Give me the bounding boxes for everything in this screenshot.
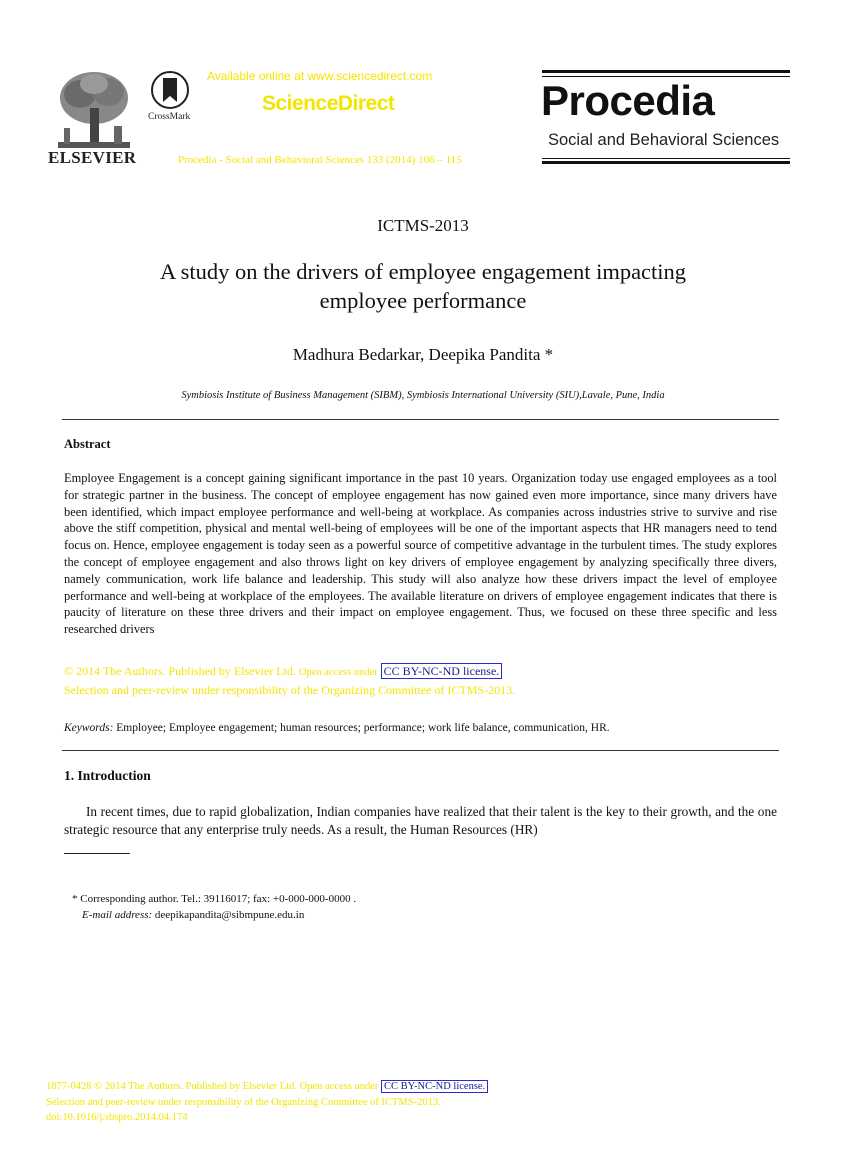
footer-open-access: Open access under [299,1081,379,1092]
keywords-label: Keywords: [64,722,114,734]
divider-bottom [62,750,779,751]
procedia-bottom-rule-thin [542,158,790,159]
footnote-corresponding-author: * Corresponding author. Tel.: 39116017; fax: +0-000-000-0000 . [72,893,357,905]
abstract-copyright [64,663,515,698]
article-authors: Madhura Bedarkar, Deepika Pandita * [292,345,554,364]
procedia-bottom-rule [542,161,790,164]
author-affiliation: Symbiosis Institute of Business Management (SIBM), Symbiosis International University (SIU),Lavale, Pune, India [181,390,665,401]
abstract-heading: Abstract [64,437,111,451]
email-label: E-mail address: [82,909,153,921]
peer-review-text: Selection and peer-review under responsibility of the Organizing Committee of ICTMS-2013. [64,682,516,697]
procedia-logo: Procedia [541,77,715,124]
footer-copyright: 1877-0428 © 2014 The Authors. Published by Elsevier Ltd. [46,1081,298,1092]
crossmark-label: CrossMark [148,112,191,122]
page-footer [46,1079,488,1126]
copyright-text: © 2014 The Authors. Published by Elsevier Ltd. [64,664,296,678]
footnote-email [82,909,304,921]
email-address[interactable]: deepikapandita@sibmpune.edu.in [154,909,305,921]
crossmark-icon[interactable] [150,70,190,110]
article-title [60,257,786,315]
sciencedirect-logo: ScienceDirect [262,92,395,115]
footer-peer-review: Selection and peer-review under responsibility of the Organizing Committee of ICTMS-2013. [46,1096,441,1108]
footnote-rule [64,853,130,854]
available-online-link[interactable]: Available online at www.sciencedirect.com [207,69,433,83]
keywords [64,722,610,734]
open-access-text: Open access under [298,667,378,678]
introduction-text: In recent times, due to rapid globalization, Indian companies have realized that their talent is the key to their growth, and the one strategic resource that any enterprise truly needs. As a result, the Human Resources (HR) [64,804,777,837]
section-heading-introduction: 1. Introduction [64,768,151,783]
divider-top [62,419,779,420]
footer-doi[interactable]: doi:10.1016/j.sbspro.2014.04.174 [46,1112,188,1123]
keywords-text: Employee; Employee engagement; human resources; performance; work life balance, communication, HR. [116,722,610,734]
conference-name: ICTMS-2013 [377,216,469,235]
journal-citation: Procedia - Social and Behavioral Sciences 133 (2014) 106 – 115 [178,154,462,166]
article-title-line-1: A study on the drivers of employee engagement impacting [159,259,687,284]
license-link[interactable]: CC BY-NC-ND license. [381,663,503,679]
article-title-line-2: employee performance [319,288,527,313]
elsevier-wordmark: ELSEVIER [48,148,137,167]
footer-license-link[interactable]: CC BY-NC-ND license. [381,1080,488,1093]
procedia-subtitle: Social and Behavioral Sciences [548,131,780,149]
abstract-text: Employee Engagement is a concept gaining significant importance in the past 10 years. Organization today use engaged employees as a tool for strategic partner in the business. The concept of employee engagement has now gained even more importance, since many drivers have been identified, which impact employee performance and well-being at workplace. As companies across industries strive to survive and rise above the stiff competition, physical and mental well-being of employees will be one of the important aspects that HR managers need to tend focus on. Hence, employee engagement is today seen as a powerful source of competitive advantage in the turbulent times. The study explores the concept of employee engagement and also throws light on key drivers of employee engagement by analyzing specifically three divers, namely communication, work life balance and leadership. This study will also analyze how these drivers impact the level of employee performance and well-being at workplace of the employees. The available literature on drivers of employee engagement indicates that there is paucity of literature on these three drivers and their impact on employee engagement. Thus, we focused on these three specific and less researched drivers [64,471,777,637]
procedia-top-rule [542,70,790,73]
